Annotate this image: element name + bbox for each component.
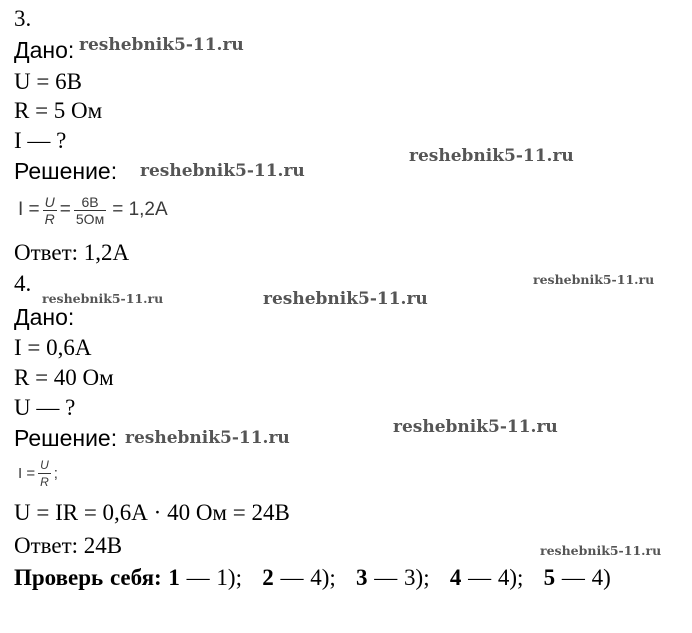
check-item-answer: — 3); [374,565,430,590]
check-item-answer: — 4); [468,565,524,590]
task-4-number: 4. [14,271,32,296]
watermark: reshebnik5-11.ru [79,35,244,55]
watermark: reshebnik5-11.ru [409,146,574,166]
task-3-given-resistance: R = 5 Ом [14,98,103,123]
check-item-answer: — 4) [561,565,611,590]
task-4-formula [18,455,58,491]
task-4-answer: Ответ: 24В [14,533,123,558]
task-3-number: 3. [14,6,32,31]
fraction-denominator: 5Ом [75,210,105,227]
check-item-number: 3 [356,565,368,590]
fraction-denominator: R [44,210,55,227]
task-3-solution-label: Решение: [14,158,118,184]
fraction-numerator: 6В [81,193,99,210]
task-4-calculation: U = IR = 0,6А · 40 Ом = 24В [14,500,290,525]
watermark: reshebnik5-11.ru [393,417,558,437]
check-yourself-line [14,565,611,591]
formula-fraction-u-over-r [38,457,51,490]
check-item-number: 5 [543,565,556,590]
check-item-number: 1 [168,565,180,590]
watermark: reshebnik5-11.ru [533,272,655,287]
formula-lhs: I = [18,199,40,220]
watermark: reshebnik5-11.ru [540,543,662,558]
watermark: reshebnik5-11.ru [42,291,164,306]
formula-result: = 1,2А [112,199,168,220]
check-item-number: 4 [449,565,462,590]
check-item-number: 2 [262,565,274,590]
task-4-given-current: I = 0,6А [14,335,92,360]
task-4-given-resistance: R = 40 Ом [14,365,114,390]
watermark: reshebnik5-11.ru [263,289,428,309]
watermark: reshebnik5-11.ru [125,428,290,448]
task-3-given-label: Дано: [14,37,75,63]
task-4-solution-label: Решение: [14,425,118,451]
task-4-given-label: Дано: [14,304,75,330]
check-label: Проверь себя: [14,565,162,590]
task-3-answer: Ответ: 1,2А [14,240,130,265]
task-3-given-voltage: U = 6В [14,69,82,94]
formula-lhs: I = [18,464,36,482]
fraction-denominator: R [40,474,49,489]
watermark: reshebnik5-11.ru [140,161,305,181]
fraction-numerator: U [40,457,49,472]
check-item-answer: — 1); [186,565,242,590]
task-3-formula [18,190,168,230]
formula-fraction-u-over-r [43,194,57,227]
formula-fraction-values [74,194,106,227]
fraction-numerator: U [44,193,55,210]
formula-tail: ; [53,464,58,482]
formula-equals: = [59,199,71,220]
task-3-given-unknown: I — ? [14,128,67,153]
check-item-answer: — 4); [280,565,336,590]
task-4-given-unknown: U — ? [14,395,76,420]
